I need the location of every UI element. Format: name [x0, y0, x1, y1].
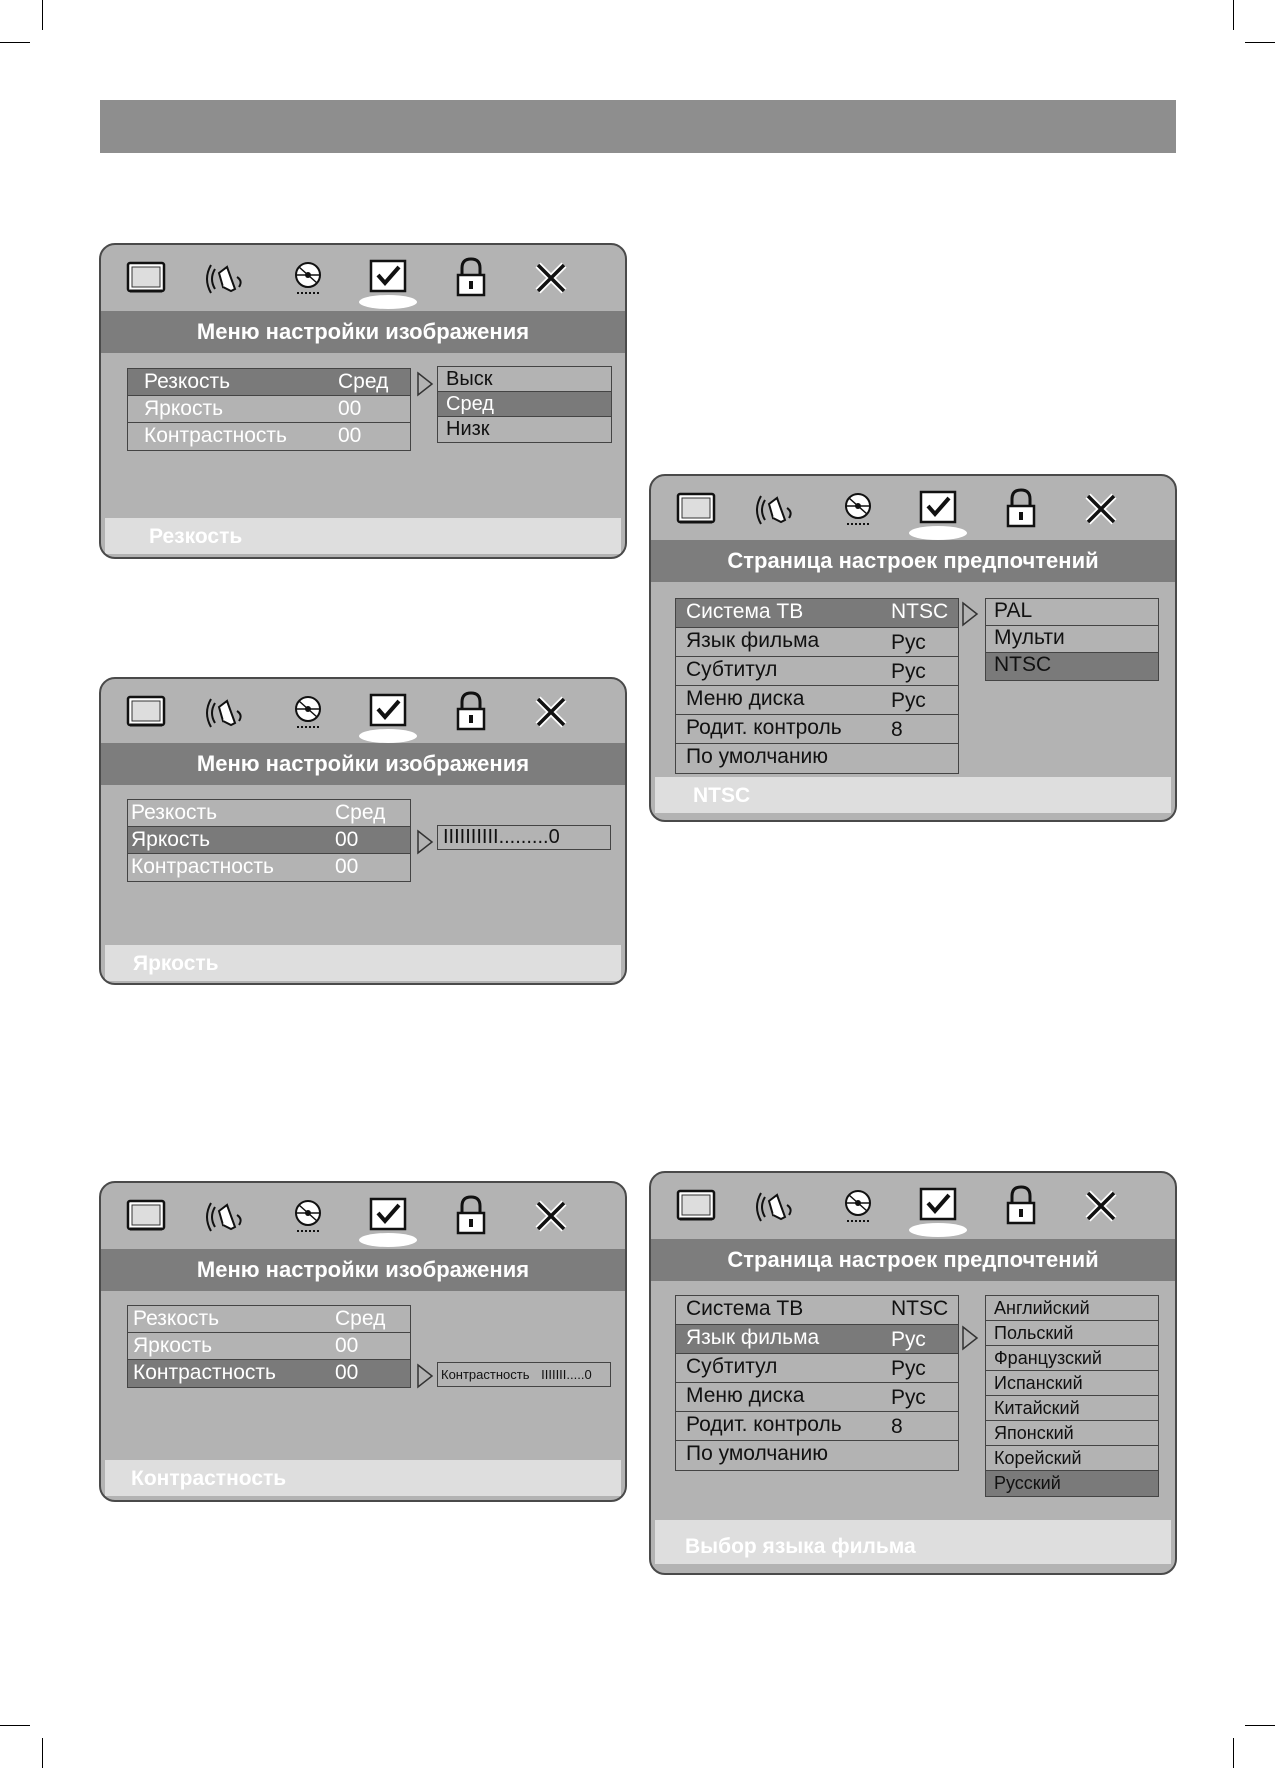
osd-title: Меню настройки изображения	[101, 311, 625, 353]
menu-row-value: Рус	[891, 660, 926, 683]
menu-row-label: Язык фильма	[686, 629, 820, 652]
menu-row-value: 00	[335, 828, 359, 851]
osd-icon-bar	[651, 1173, 1175, 1239]
osd-panel-tv-system	[649, 474, 1177, 822]
menu-row[interactable]	[676, 1383, 958, 1412]
close-icon[interactable]	[1076, 484, 1126, 534]
crop-mark	[42, 0, 43, 30]
crop-mark	[0, 42, 30, 43]
speaker-icon[interactable]	[751, 1181, 801, 1231]
menu-row[interactable]	[676, 599, 958, 628]
menu-row[interactable]	[676, 1412, 958, 1441]
menu-row-value: 00	[335, 1361, 359, 1384]
menu-row-value: 8	[891, 718, 903, 741]
disc-icon[interactable]	[833, 1181, 883, 1231]
padlock-icon[interactable]	[446, 253, 496, 303]
tv-screen-icon[interactable]	[121, 1191, 171, 1241]
language-option[interactable]: Французский	[986, 1346, 1158, 1371]
menu-row-label: Меню диска	[686, 687, 805, 710]
osd-icon-bar	[651, 476, 1175, 542]
menu-row[interactable]	[676, 657, 958, 686]
menu-row[interactable]	[128, 1333, 410, 1360]
menu-row-value: 00	[335, 1334, 359, 1357]
menu-row[interactable]	[676, 1354, 958, 1383]
osd-menu	[127, 368, 411, 451]
status-text: Контрастность	[131, 1467, 287, 1490]
menu-row[interactable]	[128, 1306, 410, 1333]
disc-icon[interactable]	[833, 484, 883, 534]
status-bar	[655, 777, 1171, 813]
menu-row-label: Яркость	[131, 828, 211, 851]
crop-mark	[1245, 1725, 1275, 1726]
menu-row-label: Яркость	[133, 1334, 213, 1357]
menu-row[interactable]	[128, 423, 410, 450]
menu-row-label: По умолчанию	[686, 1442, 829, 1465]
language-list	[985, 1295, 1159, 1497]
tv-screen-icon[interactable]	[121, 687, 171, 737]
menu-row-label: Субтитул	[686, 1355, 778, 1378]
menu-row[interactable]	[128, 369, 410, 396]
menu-row-value: Сред	[335, 1307, 386, 1330]
checkmark-icon[interactable]	[913, 1181, 963, 1231]
status-text: Резкость	[149, 525, 243, 548]
menu-row-label: Резкость	[133, 1307, 220, 1330]
language-option[interactable]: Польский	[986, 1321, 1158, 1346]
padlock-icon[interactable]	[996, 1181, 1046, 1231]
menu-row-value: Сред	[335, 801, 386, 824]
menu-row-value: 00	[338, 424, 362, 447]
padlock-icon[interactable]	[446, 1191, 496, 1241]
option-item[interactable]: Сред	[438, 392, 611, 417]
speaker-icon[interactable]	[201, 687, 251, 737]
speaker-icon[interactable]	[201, 1191, 251, 1241]
language-option[interactable]: Английский	[986, 1296, 1158, 1321]
disc-icon[interactable]	[283, 1191, 333, 1241]
brightness-slider[interactable]	[437, 825, 611, 850]
status-text: Выбор языка фильма	[685, 1535, 916, 1558]
status-bar	[105, 945, 621, 981]
menu-row-label: Контрастность	[144, 424, 287, 447]
menu-row-value: Рус	[891, 1386, 926, 1409]
page-header-bar	[100, 100, 1176, 153]
menu-row[interactable]	[676, 1325, 958, 1354]
osd-panel-contrast	[99, 1181, 627, 1502]
menu-row-label: Меню диска	[686, 1384, 805, 1407]
menu-row-label: Язык фильма	[686, 1326, 820, 1349]
close-icon[interactable]	[526, 687, 576, 737]
menu-row-value: 00	[338, 397, 362, 420]
language-option[interactable]: Испанский	[986, 1371, 1158, 1396]
menu-row-value: Рус	[891, 1328, 926, 1351]
menu-row-label: Резкость	[131, 801, 218, 824]
status-bar	[105, 518, 621, 554]
speaker-icon[interactable]	[751, 484, 801, 534]
status-bar	[655, 1520, 1171, 1564]
disc-icon[interactable]	[283, 253, 333, 303]
osd-menu	[675, 1295, 959, 1471]
menu-row-label: Система ТВ	[686, 1297, 804, 1320]
language-option[interactable]: Китайский	[986, 1396, 1158, 1421]
osd-icon-bar	[101, 679, 625, 745]
padlock-icon[interactable]	[446, 687, 496, 737]
slider-label: Контрастность	[441, 1367, 530, 1382]
menu-row-label: Контрастность	[131, 855, 274, 878]
osd-panel-brightness	[99, 677, 627, 985]
tv-screen-icon[interactable]	[671, 484, 721, 534]
crop-mark	[1233, 0, 1234, 30]
close-icon[interactable]	[526, 1191, 576, 1241]
osd-icon-bar	[101, 245, 625, 311]
contrast-slider[interactable]	[437, 1362, 611, 1387]
menu-row[interactable]	[128, 396, 410, 423]
osd-menu	[127, 799, 411, 882]
menu-row-value: NTSC	[891, 1297, 949, 1320]
menu-row-value: NTSC	[891, 600, 949, 623]
menu-row[interactable]	[676, 1296, 958, 1325]
option-item[interactable]: NTSC	[986, 653, 1158, 680]
checkmark-icon[interactable]	[363, 253, 413, 303]
menu-row-value: Рус	[891, 689, 926, 712]
menu-row-value: Сред	[338, 370, 389, 393]
menu-row-label: Система ТВ	[686, 600, 804, 623]
option-item[interactable]: PAL	[986, 599, 1158, 626]
status-bar	[105, 1460, 621, 1496]
option-item[interactable]: Низк	[446, 418, 490, 440]
menu-row-label: По умолчанию	[686, 745, 829, 768]
disc-icon[interactable]	[283, 687, 333, 737]
osd-title: Меню настройки изображения	[101, 743, 625, 785]
menu-row-value: 00	[335, 855, 359, 878]
menu-row-value: 8	[891, 1415, 903, 1438]
crop-mark	[1233, 1738, 1234, 1768]
speaker-icon[interactable]	[201, 253, 251, 303]
checkmark-icon[interactable]	[363, 1191, 413, 1241]
language-option[interactable]: Японский	[986, 1421, 1158, 1446]
tv-screen-icon[interactable]	[671, 1181, 721, 1231]
osd-panel-movie-language	[649, 1171, 1177, 1575]
option-list	[437, 366, 612, 443]
crop-mark	[0, 1725, 30, 1726]
padlock-icon[interactable]	[996, 484, 1046, 534]
osd-title: Страница настроек предпочтений	[651, 540, 1175, 582]
menu-row[interactable]	[128, 1360, 410, 1387]
menu-row[interactable]	[128, 800, 410, 827]
osd-title: Меню настройки изображения	[101, 1249, 625, 1291]
menu-row[interactable]	[676, 628, 958, 657]
tv-screen-icon[interactable]	[121, 253, 171, 303]
slider-value: IIIIIIIIII.........0	[443, 826, 560, 848]
menu-row-label: Яркость	[144, 397, 224, 420]
checkmark-icon[interactable]	[363, 687, 413, 737]
menu-row-label: Родит. контроль	[686, 716, 842, 739]
language-option[interactable]: Корейский	[986, 1446, 1158, 1471]
status-text: Яркость	[133, 952, 219, 975]
menu-row-label: Субтитул	[686, 658, 778, 681]
option-item[interactable]: Мульти	[986, 626, 1158, 653]
menu-row-label: Контрастность	[133, 1361, 276, 1384]
menu-row[interactable]	[128, 854, 410, 881]
menu-row-value: Рус	[891, 1357, 926, 1380]
menu-row-label: Резкость	[144, 370, 231, 393]
menu-row[interactable]	[676, 715, 958, 744]
checkmark-icon[interactable]	[913, 484, 963, 534]
option-list	[985, 598, 1159, 681]
menu-row[interactable]	[676, 744, 958, 773]
osd-icon-bar	[101, 1183, 625, 1249]
close-icon[interactable]	[1076, 1181, 1126, 1231]
slider-value: IIIIIII.....0	[541, 1367, 592, 1382]
close-icon[interactable]	[526, 253, 576, 303]
option-item[interactable]: Выск	[438, 367, 611, 392]
menu-row[interactable]	[128, 827, 410, 854]
crop-mark	[42, 1738, 43, 1768]
status-text: NTSC	[693, 784, 751, 807]
osd-title: Страница настроек предпочтений	[651, 1239, 1175, 1281]
menu-row[interactable]	[676, 1441, 958, 1470]
osd-menu	[675, 598, 959, 774]
language-option[interactable]: Русский	[986, 1471, 1158, 1496]
menu-row-value: Рус	[891, 631, 926, 654]
osd-panel-sharpness	[99, 243, 627, 559]
menu-row-label: Родит. контроль	[686, 1413, 842, 1436]
menu-row[interactable]	[676, 686, 958, 715]
osd-menu	[127, 1305, 411, 1388]
crop-mark	[1245, 42, 1275, 43]
